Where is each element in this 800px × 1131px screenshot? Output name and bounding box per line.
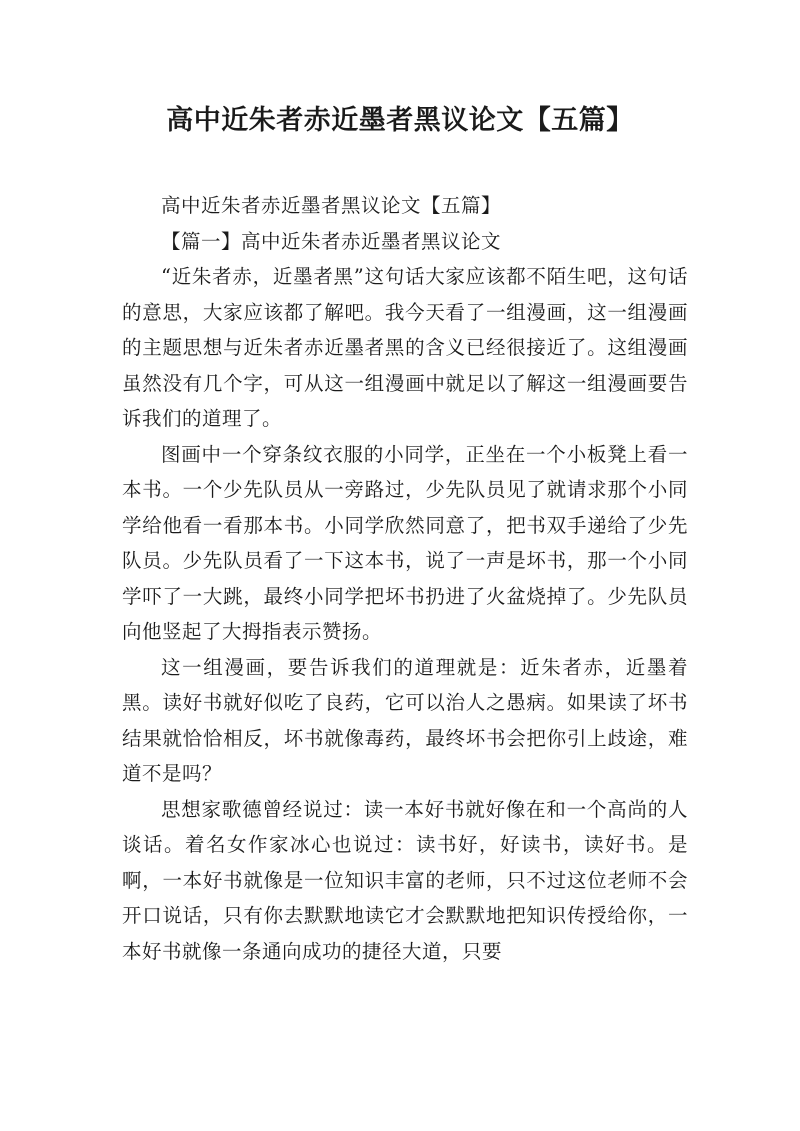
body-heading: 高中近朱者赤近墨者黑议论文【五篇】 [161,194,502,217]
body-paragraph: 思想家歌德曾经说过：读一本好书就好像在和一个高尚的人谈话。着名女作家冰心也说过：读书好，好读书，读好书。是啊，一本好书就像是一位知识丰富的老师，只不过这位老师不会开口说话，只有你去默默地读它才会默默地把知识传授给你，一本好书就像一条通向成功的捷径大道，只要 [122,797,688,963]
body-paragraph: 图画中一个穿条纹衣服的小同学，正坐在一个小板凳上看一本书。一个少先队员从一旁路过，少先队员见了就请求那个小同学给他看一看那本书。小同学欣然同意了，把书双手递给了少先队员。少先队员看了一下这本书，说了一声是坏书，那一个小同学吓了一大跳，最终小同学把坏书扔进了火盆烧掉了。少先队员向他竖起了大拇指表示赞扬。 [122,442,688,643]
body-paragraph: 这一组漫画，要告诉我们的道理就是：近朱者赤，近墨着黑。读好书就好似吃了良药，它可以治人之愚病。如果读了坏书结果就恰恰相反，坏书就像毒药，最终坏书会把你引上歧途，难道不是吗？ [122,655,688,785]
document-title: 高中近朱者赤近墨者黑议论文【五篇】 [166,105,634,136]
section-heading: 【篇一】高中近朱者赤近墨者黑议论文 [161,229,502,253]
body-paragraph: “近朱者赤，近墨者黑”这句话大家应该都不陌生吧，这句话的意思，大家应该都了解吧。我今天看了一组漫画，这一组漫画的主题思想与近朱者赤近墨者黑的含义已经很接近了。这组漫画虽然没有几个字，可从这一组漫画中就足以了解这一组漫画要告诉我们的道理了。 [122,265,688,430]
document-body [122,188,688,969]
